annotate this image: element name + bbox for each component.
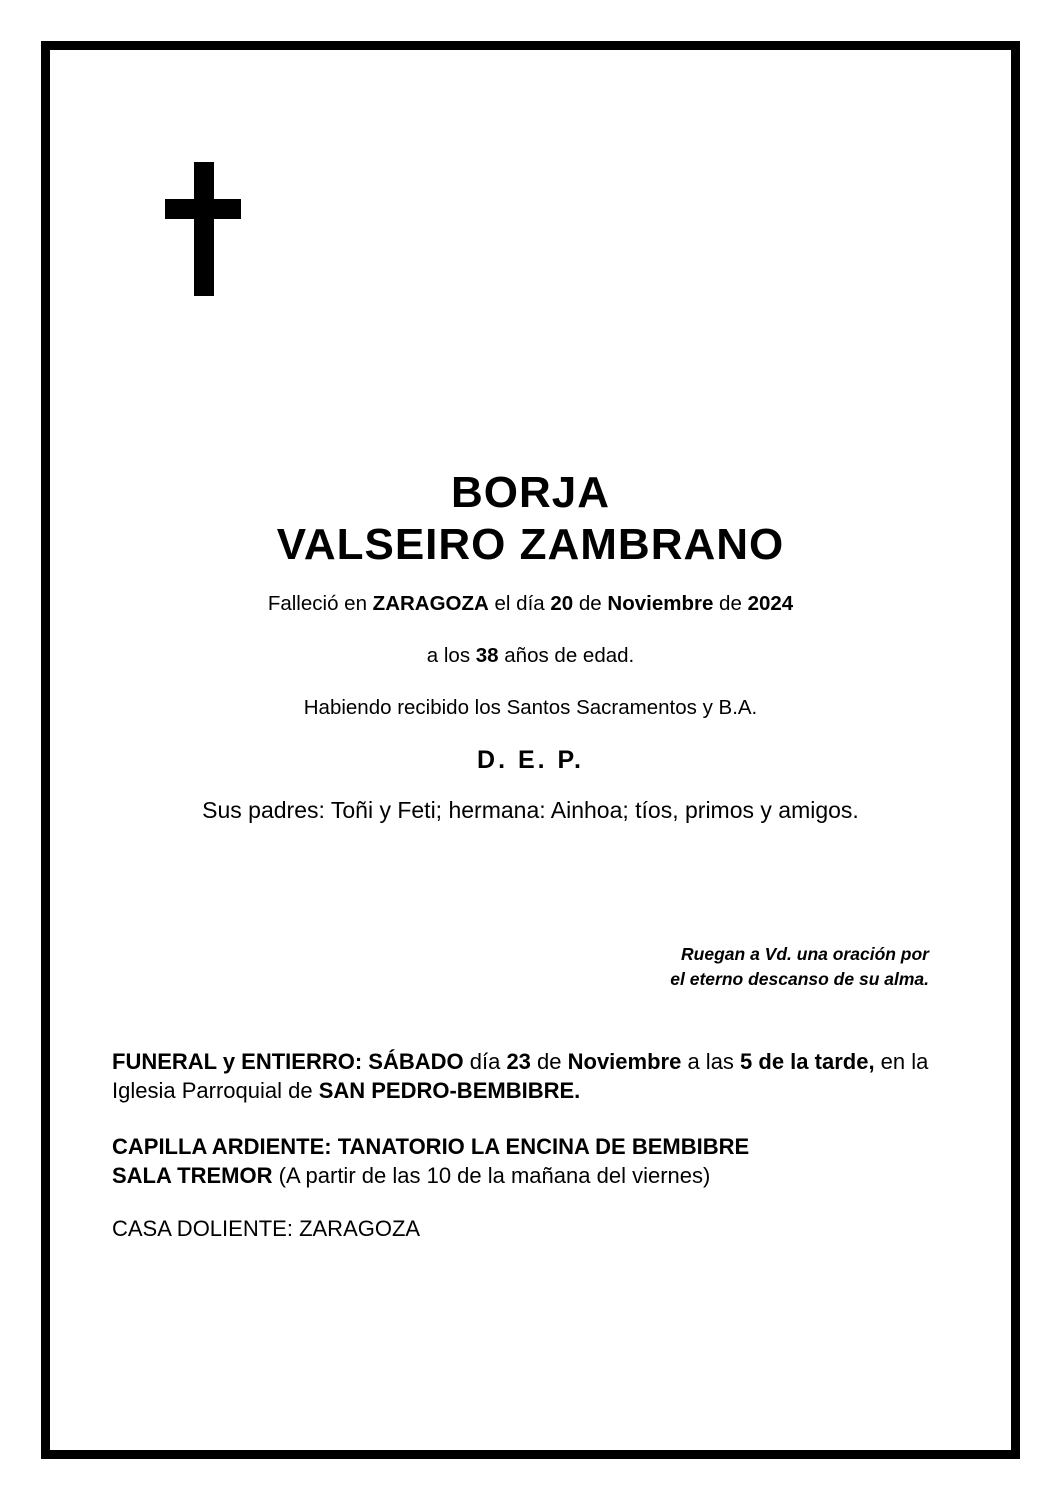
funeral-mid2: de xyxy=(530,1049,568,1074)
age-line xyxy=(110,644,951,668)
family-line: Sus padres: Toñi y Feti; hermana: Ainhoa; tíos, primos y amigos. xyxy=(202,797,859,823)
cross-horizontal-bar xyxy=(165,199,241,219)
funeral-label: FUNERAL y ENTIERRO: SÁBADO xyxy=(112,1049,464,1074)
funeral-paragraph xyxy=(112,1047,951,1106)
summary-block xyxy=(110,592,951,824)
funeral-mid4: en la Iglesia Parroquial de xyxy=(112,1049,929,1104)
chapel-paragraph xyxy=(112,1132,951,1191)
deceased-first-name: BORJA xyxy=(450,468,611,517)
death-month: Noviembre xyxy=(607,592,714,615)
funeral-time: 5 de la tarde, xyxy=(740,1049,875,1074)
funeral-mid1: día xyxy=(463,1049,507,1074)
death-mid1: el día xyxy=(488,592,551,615)
death-prefix: Falleció en xyxy=(267,592,373,615)
age-suffix: años de edad. xyxy=(498,644,635,667)
death-mid3: de xyxy=(713,592,748,615)
cross-icon xyxy=(165,162,241,296)
death-mid2: de xyxy=(573,592,608,615)
chapel-line-1: CAPILLA ARDIENTE: TANATORIO LA ENCINA DE BEMBIBRE xyxy=(112,1133,750,1159)
funeral-church: SAN PEDRO-BEMBIBRE. xyxy=(318,1078,581,1104)
service-details xyxy=(112,1047,951,1269)
page-border xyxy=(41,41,1020,1459)
death-year: 2024 xyxy=(747,592,794,615)
sacraments-line: Habiendo recibido los Santos Sacramentos y B.A. xyxy=(303,696,758,719)
prayer-note xyxy=(670,942,929,993)
deceased-last-name: VALSEIRO ZAMBRANO xyxy=(276,519,785,569)
age-value: 38 xyxy=(475,644,499,667)
card-content xyxy=(110,102,951,1410)
funeral-mid3: a las xyxy=(681,1049,741,1074)
mourning-house-value: ZARAGOZA xyxy=(292,1216,421,1241)
mourning-house-label: CASA DOLIENTE: xyxy=(112,1216,293,1241)
funeral-day: 23 xyxy=(506,1049,531,1074)
mourning-house-paragraph xyxy=(112,1214,951,1243)
age-prefix: a los xyxy=(426,644,476,667)
chapel-room-note: (A partir de las 10 de la mañana del viernes) xyxy=(272,1162,711,1188)
chapel-room: SALA TREMOR xyxy=(112,1162,273,1188)
prayer-line-2: el eterno descanso de su alma. xyxy=(670,969,929,990)
death-line xyxy=(110,592,951,616)
funeral-month: Noviembre xyxy=(567,1049,682,1074)
prayer-line-1: Ruegan a Vd. una oración por xyxy=(681,944,929,964)
cross-vertical-bar xyxy=(194,162,214,296)
death-day: 20 xyxy=(550,592,574,615)
deceased-name xyxy=(110,467,951,571)
death-city: ZARAGOZA xyxy=(372,592,489,615)
dep-line: D. E. P. xyxy=(477,746,584,774)
